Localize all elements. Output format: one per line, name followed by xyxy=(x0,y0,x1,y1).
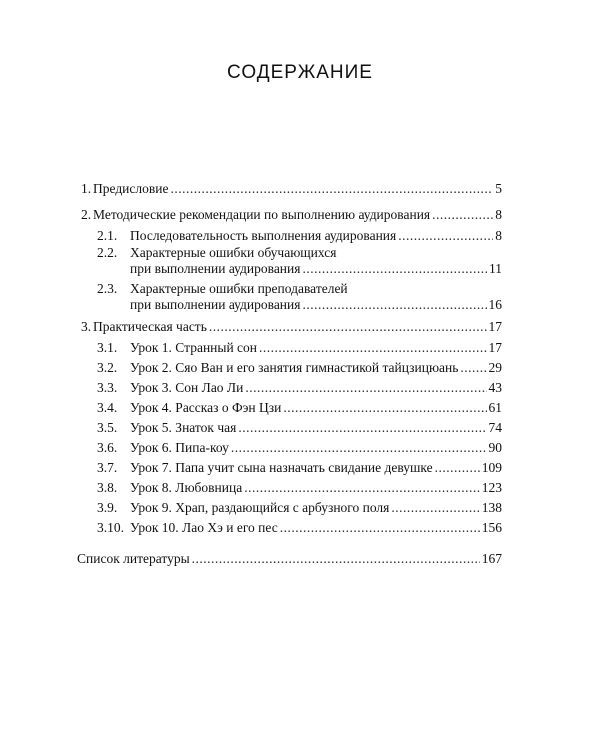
toc-entry xyxy=(97,281,502,313)
page-title: СОДЕРЖАНИЕ xyxy=(227,62,373,83)
toc-entry-page: 138 xyxy=(481,500,502,515)
toc-entry-number: 3.2. xyxy=(97,360,118,375)
toc-entry-number: 3.1. xyxy=(97,340,118,355)
toc-entry xyxy=(97,500,502,516)
toc-entry-page: 61 xyxy=(488,400,502,415)
toc-entry-page: 8 xyxy=(495,228,502,243)
toc-entry-label: Методические рекомендации по выполнению аудирования xyxy=(93,207,431,222)
toc-entry xyxy=(97,420,502,436)
toc-entry-page: 43 xyxy=(488,380,502,395)
toc-entry-label: Урок 8. Любовница xyxy=(130,480,243,495)
toc-entry-page: 16 xyxy=(488,297,502,312)
toc-entry xyxy=(97,380,502,396)
toc-entry-page: 123 xyxy=(481,480,502,495)
toc-entry-label: Урок 6. Пипа-коу xyxy=(130,440,229,455)
toc-entry-page: 167 xyxy=(481,551,502,566)
toc-entry-number: 2.2. xyxy=(97,245,118,260)
toc-entry xyxy=(81,319,502,335)
toc-entry-label: Урок 2. Сяо Ван и его занятия гимнастикой тайцзицюань xyxy=(130,360,459,375)
toc-entry-page: 5 xyxy=(495,181,502,196)
toc-entry-page: 109 xyxy=(481,460,502,475)
toc-entry-label: Урок 1. Странный сон xyxy=(130,340,258,355)
dot-leader xyxy=(398,228,493,244)
dot-leader xyxy=(259,340,486,356)
toc-entry-bibliography xyxy=(77,551,502,567)
toc-entry-label: Характерные ошибки преподавателей xyxy=(130,281,348,296)
dot-leader xyxy=(231,440,487,456)
toc-entry-number: 3.6. xyxy=(97,440,118,455)
toc-entry-page: 74 xyxy=(488,420,502,435)
dot-leader xyxy=(302,261,487,277)
toc-entry xyxy=(97,460,502,476)
toc-entry xyxy=(81,181,502,197)
dot-leader xyxy=(432,207,493,223)
toc-entry-number: 1. xyxy=(81,181,92,196)
toc-entry-page: 17 xyxy=(488,340,502,355)
toc-entry xyxy=(97,520,502,536)
toc-entry-page: 8 xyxy=(495,207,502,222)
toc-entry-number: 3.3. xyxy=(97,380,118,395)
toc-entry-label: Урок 4. Рассказ о Фэн Цзи xyxy=(130,400,282,415)
dot-leader xyxy=(244,480,480,496)
toc-entry xyxy=(97,228,502,244)
toc-entry-label-continued: при выполнении аудирования xyxy=(130,297,301,312)
toc-entry-page: 156 xyxy=(481,520,502,535)
toc-entry-page: 90 xyxy=(488,440,502,455)
toc-entry-number: 3.4. xyxy=(97,400,118,415)
dot-leader xyxy=(170,181,493,197)
toc-entry xyxy=(97,480,502,496)
toc-entry-label: Список литературы xyxy=(77,551,190,566)
toc-entry-label: Урок 5. Знаток чая xyxy=(130,420,237,435)
toc-entry xyxy=(97,245,502,277)
dot-leader xyxy=(435,460,480,476)
toc-entry-page: 17 xyxy=(488,319,502,334)
dot-leader xyxy=(391,500,479,516)
toc-entry-label: Урок 10. Лао Хэ и его пес xyxy=(130,520,278,535)
toc-entry-page: 29 xyxy=(488,360,502,375)
toc-entry xyxy=(97,340,502,356)
toc-entry-label: Предисловие xyxy=(93,181,169,196)
toc-entry-number: 3.10. xyxy=(97,520,124,535)
dot-leader xyxy=(238,420,486,436)
toc-entry xyxy=(81,207,502,223)
dot-leader xyxy=(245,380,486,396)
dot-leader xyxy=(280,520,480,536)
toc-entry-number: 2. xyxy=(81,207,92,222)
toc-entry-label: Последовательность выполнения аудирования xyxy=(130,228,397,243)
dot-leader xyxy=(460,360,486,376)
toc-entry xyxy=(97,360,502,376)
dot-leader xyxy=(209,319,487,335)
toc-entry-number: 3.5. xyxy=(97,420,118,435)
dot-leader xyxy=(192,551,480,567)
toc-entry-page: 11 xyxy=(489,261,502,276)
toc-entry xyxy=(97,440,502,456)
toc-entry-number: 3. xyxy=(81,319,92,334)
toc-entry-label: Урок 9. Храп, раздающийся с арбузного поля xyxy=(130,500,390,515)
toc-entry-label-continued: при выполнении аудирования xyxy=(130,261,301,276)
toc-entry xyxy=(97,400,502,416)
toc-entry-number: 3.7. xyxy=(97,460,118,475)
toc-entry-label: Урок 7. Папа учит сына назначать свидание девушке xyxy=(130,460,433,475)
dot-leader xyxy=(283,400,486,416)
toc-entry-number: 2.3. xyxy=(97,281,118,296)
toc-entry-label: Практическая часть xyxy=(93,319,207,334)
toc-entry-label: Урок 3. Сон Лао Ли xyxy=(130,380,244,395)
dot-leader xyxy=(302,297,486,313)
toc-entry-number: 2.1. xyxy=(97,228,118,243)
toc-entry-number: 3.8. xyxy=(97,480,118,495)
toc-entry-number: 3.9. xyxy=(97,500,118,515)
toc-entry-label: Характерные ошибки обучающихся xyxy=(130,245,337,260)
